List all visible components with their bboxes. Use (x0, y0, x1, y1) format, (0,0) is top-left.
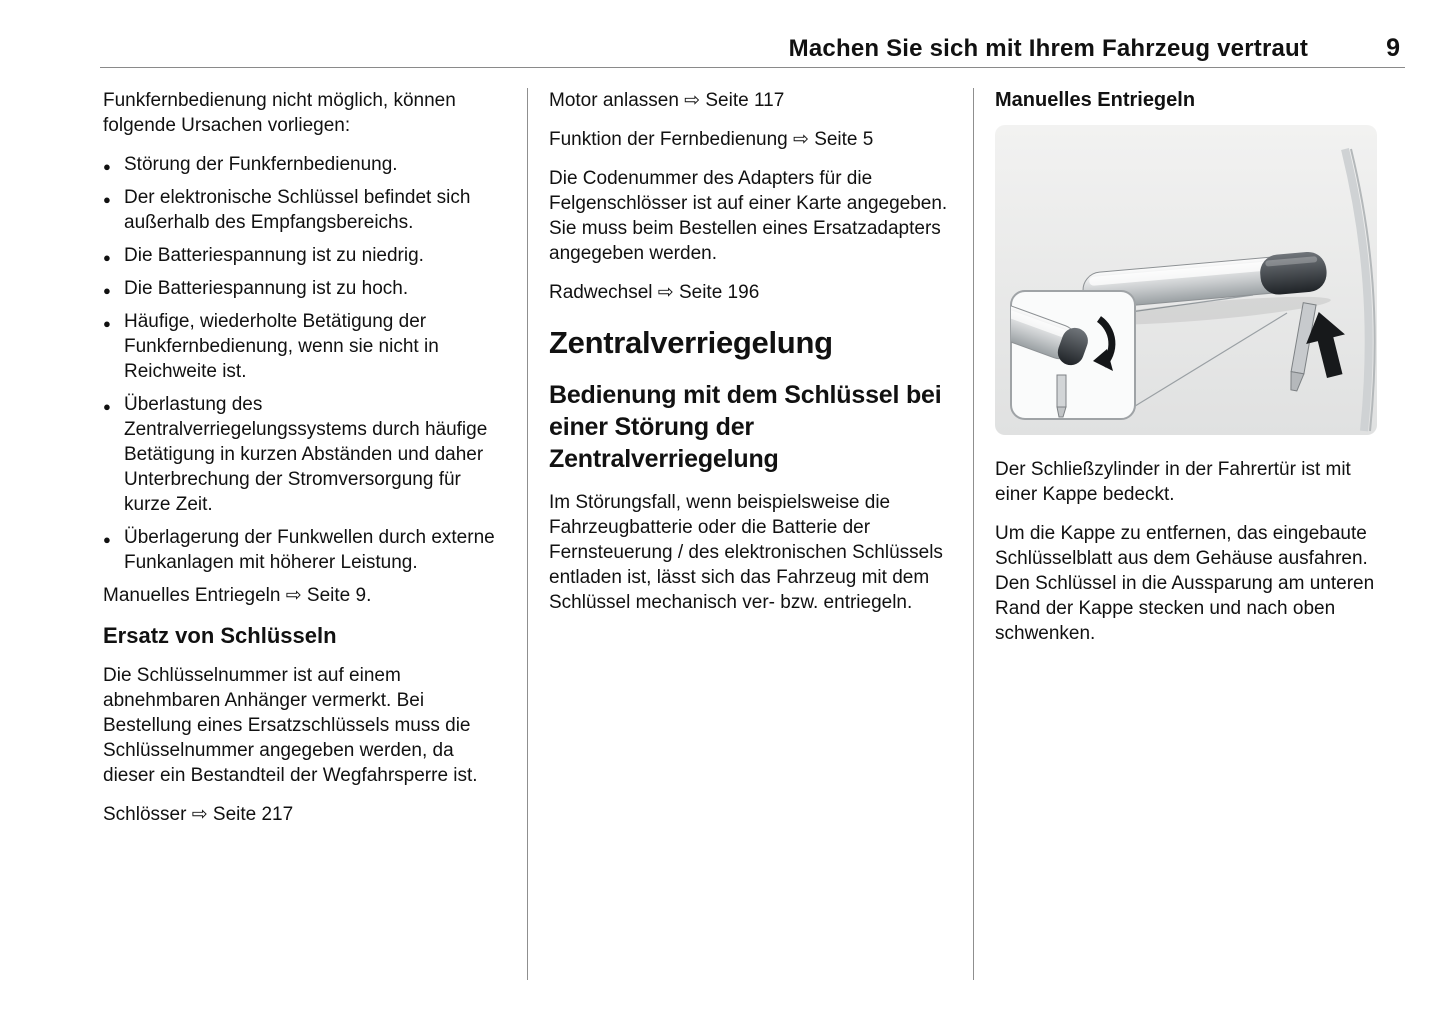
subheading-key-operation: Bedienung mit dem Schlüssel bei einer Störung der Zentralverriegelung (549, 381, 942, 473)
heading-central-locking: Zentralverriegelung (549, 325, 833, 360)
page-number: 9 (1386, 34, 1400, 62)
page-header (103, 34, 1400, 63)
paragraph-key-number: Die Schlüsselnummer ist auf einem abnehmbaren Anhänger vermerkt. Bei Bestellung eines Ersatzschlüssels muss die Schlüsselnummer angegeben werden, da dieser ein Bestandteil der Wegfahrsperre ist. (103, 665, 478, 786)
column-2 (549, 88, 952, 980)
column-3 (995, 88, 1398, 980)
xref-engine-start: Motor anlassen ⇨ Seite 117 (549, 90, 785, 111)
header-rule (100, 67, 1405, 68)
bullet-item: ● Häufige, wiederholte Betätigung der Funkfernbedienung, wenn sie nicht in Reichweite ist. (103, 309, 506, 384)
xref-manual-unlock: Manuelles Entriegeln ⇨ Seite 9. (103, 585, 372, 606)
content-columns (103, 88, 1402, 980)
page-header-title: Machen Sie sich mit Ihrem Fahrzeug vertraut (788, 35, 1309, 62)
paragraph-remove-cap: Um die Kappe zu entfernen, das eingebaute Schlüsselblatt aus dem Gehäuse ausfahren. Den Schlüssel in die Aussparung am unteren Rand der Kappe stecken und nach oben schwenken. (995, 523, 1375, 644)
cause-bullet-list (103, 152, 506, 575)
bullet-item: ● Der elektronische Schlüssel befindet sich außerhalb des Empfangsbereichs. (103, 185, 506, 235)
xref-remote-function: Funktion der Fernbedienung ⇨ Seite 5 (549, 129, 874, 150)
column-divider (973, 88, 974, 980)
bullet-item: ● Die Batteriespannung ist zu hoch. (103, 276, 506, 301)
paragraph-adapter-code: Die Codenummer des Adapters für die Felgenschlösser ist auf einer Karte angegeben. Sie muss beim Bestellen eines Ersatzadapters angegeben werden. (549, 168, 948, 264)
xref-locks: Schlösser ⇨ Seite 217 (103, 804, 294, 825)
bullet-item: ● Überlastung des Zentralverriegelungssystems durch häufige Betätigung in kurzen Abständen und daher Unterbrechung der Stromversorgung für kurze Zeit. (103, 392, 506, 517)
heading-replacement-keys: Ersatz von Schlüsseln (103, 623, 337, 648)
bullet-item: ● Überlagerung der Funkwellen durch externe Funkanlagen mit höherer Leistung. (103, 525, 506, 575)
column-1 (103, 88, 506, 980)
intro-paragraph: Funkfernbedienung nicht möglich, können folgende Ursachen vorliegen: (103, 90, 456, 136)
column-divider (527, 88, 528, 980)
door-handle-key-illustration (995, 125, 1377, 435)
handle-end-cap (1259, 250, 1328, 296)
key-rotation-inset (995, 291, 1135, 419)
bullet-item: ● Die Batteriespannung ist zu niedrig. (103, 243, 506, 268)
xref-wheel-change: Radwechsel ⇨ Seite 196 (549, 282, 760, 303)
heading-manual-unlock: Manuelles Entriegeln (995, 89, 1196, 111)
key-icon (1057, 375, 1066, 417)
bullet-item: ● Störung der Funkfernbedienung. (103, 152, 506, 177)
paragraph-cap: Der Schließzylinder in der Fahrertür ist mit einer Kappe bedeckt. (995, 459, 1351, 505)
paragraph-fault-case: Im Störungsfall, wenn beispielsweise die Fahrzeugbatterie oder die Batterie der Fernsteuerung / des elektronischen Schlüssels entladen ist, lässt sich das Fahrzeug mit dem Schlüssel mechanisch ver- bzw. entriegeln. (549, 492, 943, 613)
